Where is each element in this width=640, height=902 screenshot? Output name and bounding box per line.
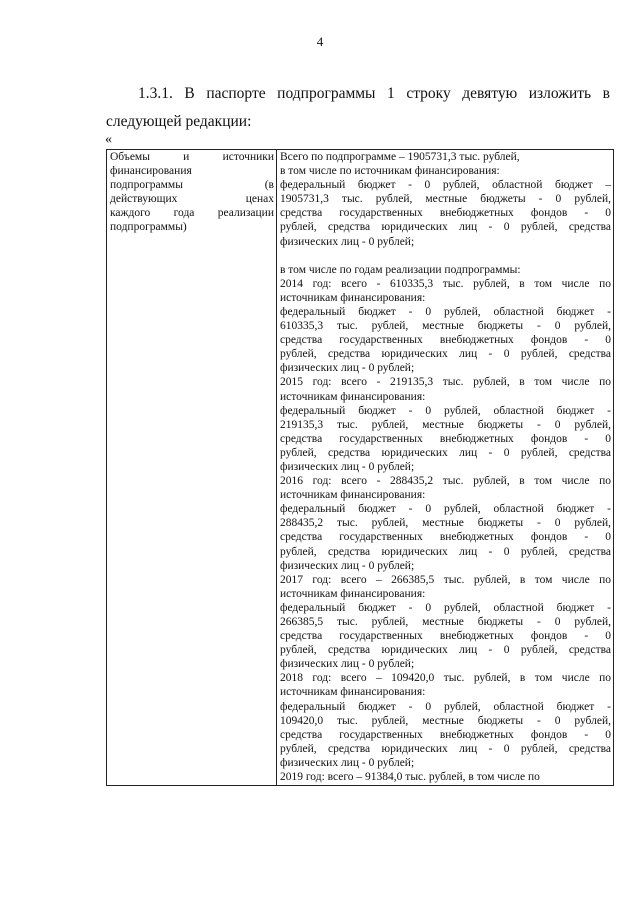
text-line: федеральный бюджет - 0 рублей, областной бюджет - <box>280 503 611 516</box>
text-line: финансирования <box>110 165 192 178</box>
text-line: рублей, средства юридических лиц - 0 рублей, средства <box>280 742 611 755</box>
funding-total-block <box>280 150 611 249</box>
text-line: 288435,2 тыс. рублей, местные бюджеты - 0 рублей, <box>280 517 611 530</box>
text-line: 610335,3 тыс. рублей, местные бюджеты - 0 рублей, <box>280 320 611 333</box>
text-line: Объемы и источники <box>110 151 274 163</box>
text-line: подпрограммы (в <box>110 179 274 192</box>
text-line: федеральный бюджет - 0 рублей, областной бюджет - <box>280 404 611 417</box>
text-line: средства государственных внебюджетных фондов - 0 <box>280 728 611 741</box>
text-line: средства государственных внебюджетных фондов - 0 <box>280 630 611 643</box>
text-line: источникам финансирования: <box>280 489 426 502</box>
text-line: средства государственных внебюджетных фондов - 0 <box>280 432 611 445</box>
text-line: средства государственных внебюджетных фондов - 0 <box>280 531 611 544</box>
intro-line-1: 1.3.1. В паспорте подпрограммы 1 строку девятую изложить в <box>138 85 610 102</box>
paragraph-gap <box>280 249 611 263</box>
intro-line-2: следующей редакции: <box>106 113 252 130</box>
text-line: 109420,0 тыс. рублей, местные бюджеты - 0 рублей, <box>280 714 611 727</box>
text-line: в том числе по годам реализации подпрограммы: <box>280 263 521 276</box>
text-line: 1905731,3 тыс. рублей, местные бюджеты - 0 рублей, <box>280 193 611 206</box>
table-row <box>107 150 614 786</box>
funding-label <box>110 150 274 235</box>
text-line: каждого года реализации <box>110 207 274 220</box>
text-line: рублей, средства юридических лиц - 0 рублей, средства <box>280 221 611 234</box>
text-line: в том числе по источникам финансирования: <box>280 165 500 178</box>
text-line: средства государственных внебюджетных фондов - 0 <box>280 207 611 220</box>
text-line: федеральный бюджет - 0 рублей, областной бюджет - <box>280 601 611 614</box>
text-line: физических лиц - 0 рублей; <box>280 460 415 473</box>
text-line: 2017 год: всего – 266385,5 тыс. рублей, в том числе по <box>280 573 611 586</box>
text-line: 2014 год: всего - 610335,3 тыс. рублей, в том числе по <box>280 277 611 290</box>
text-line: 2018 год: всего – 109420,0 тыс. рублей, в том числе по <box>280 672 611 685</box>
text-line: источникам финансирования: <box>280 587 426 600</box>
text-line: 219135,3 тыс. рублей, местные бюджеты - 0 рублей, <box>280 418 611 431</box>
opening-quote: « <box>105 132 112 147</box>
text-line: физических лиц - 0 рублей; <box>280 756 415 769</box>
text-line: 266385,5 тыс. рублей, местные бюджеты - 0 рублей, <box>280 616 611 628</box>
text-line: средства государственных внебюджетных фондов - 0 <box>280 334 611 347</box>
text-line: рублей, средства юридических лиц - 0 рублей, средства <box>280 446 611 459</box>
text-line: подпрограммы) <box>110 221 187 234</box>
funding-by-year-block <box>280 263 611 784</box>
funding-details-cell <box>277 150 614 786</box>
text-line: рублей, средства юридических лиц - 0 рублей, средства <box>280 545 611 558</box>
text-line: федеральный бюджет - 0 рублей, областной бюджет - <box>280 700 611 713</box>
page-number: 4 <box>316 34 324 49</box>
intro-paragraph <box>106 80 610 136</box>
text-line: 2015 год: всего - 219135,3 тыс. рублей, в том числе по <box>280 376 611 389</box>
text-line: источникам финансирования: <box>280 291 426 304</box>
text-line: физических лиц - 0 рублей; <box>280 362 415 375</box>
text-line: федеральный бюджет - 0 рублей, областной бюджет - <box>280 305 611 318</box>
text-line: рублей, средства юридических лиц - 0 рублей, средства <box>280 348 611 361</box>
text-line: источникам финансирования: <box>280 390 426 403</box>
text-line: действующих ценах <box>110 193 274 206</box>
text-line: физических лиц - 0 рублей; <box>280 235 415 248</box>
text-line: Всего по подпрограмме – 1905731,3 тыс. рублей, <box>280 151 520 163</box>
text-line: физических лиц - 0 рублей; <box>280 559 415 572</box>
text-line: источникам финансирования: <box>280 686 426 699</box>
text-line: 2019 год: всего – 91384,0 тыс. рублей, в том числе по <box>280 771 540 784</box>
text-line: 2016 год: всего - 288435,2 тыс. рублей, в том числе по <box>280 475 611 488</box>
funding-label-cell <box>107 150 277 786</box>
text-line: федеральный бюджет - 0 рублей, областной бюджет – <box>280 179 611 192</box>
text-line: физических лиц - 0 рублей; <box>280 658 415 671</box>
text-line: рублей, средства юридических лиц - 0 рублей, средства <box>280 644 611 657</box>
passport-table <box>106 149 614 786</box>
